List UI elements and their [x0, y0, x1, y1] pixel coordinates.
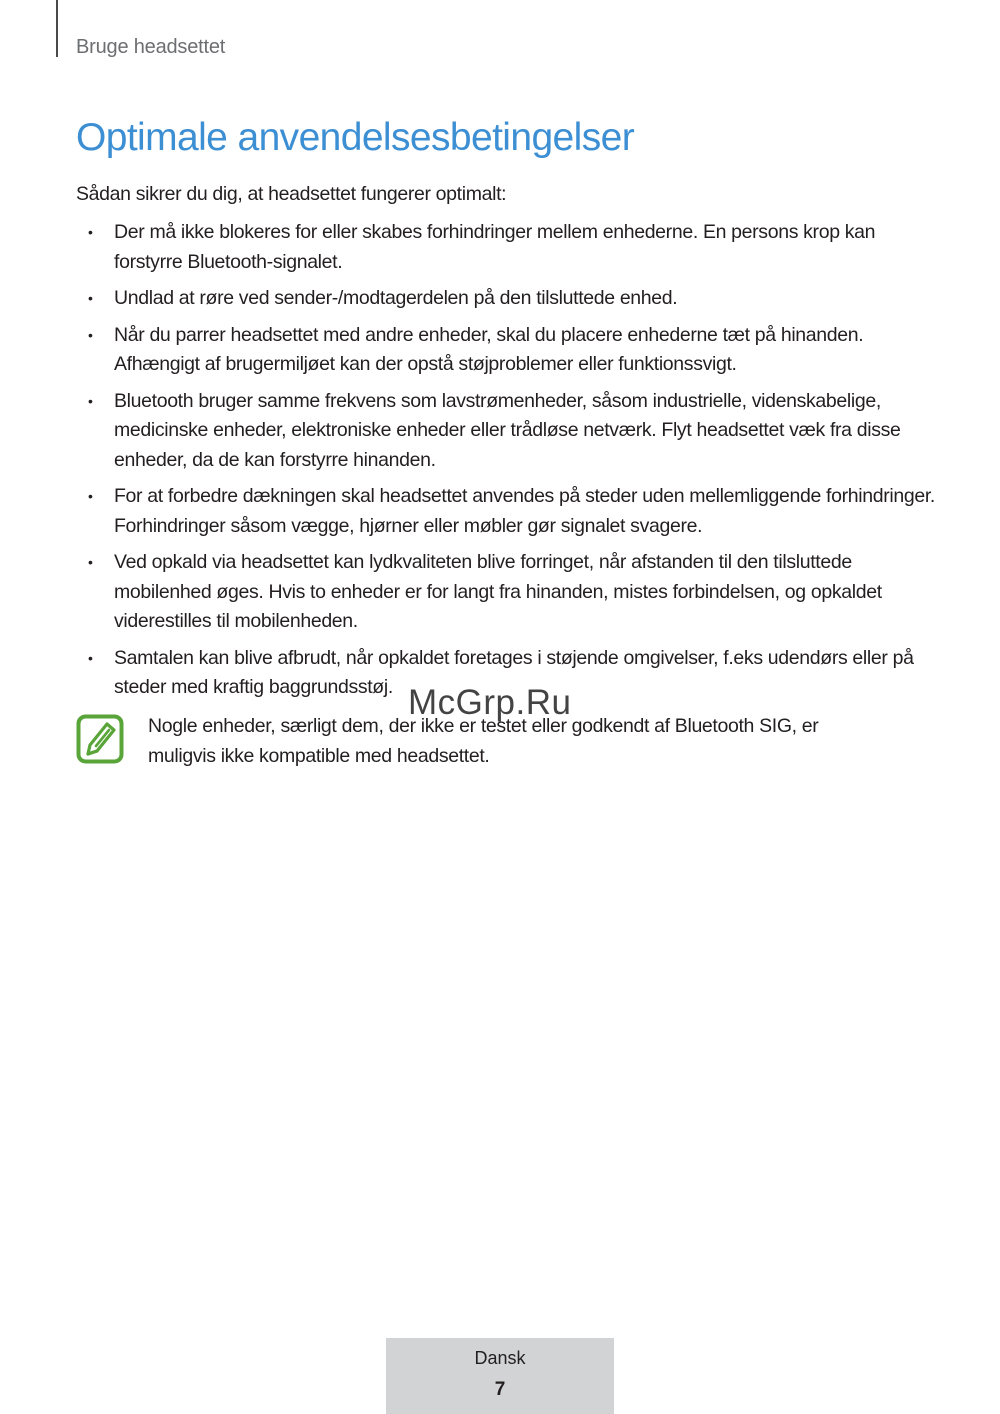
note-pencil-icon	[76, 714, 124, 764]
bullet-icon: •	[88, 649, 93, 666]
footer-language: Dansk	[474, 1348, 526, 1368]
list-item-text: Når du parrer headsettet med andre enheder, skal du placere enhederne tæt på hinanden. Afhængigt af brugermiljøet kan der opstå støjproblemer eller funktionssvigt.	[114, 323, 864, 375]
list-item-text: Undlad at røre ved sender-/modtagerdelen på den tilsluttede enhed.	[114, 287, 678, 309]
bullet-icon: •	[88, 392, 93, 409]
conditions-list	[76, 218, 936, 710]
intro-paragraph: Sådan sikrer du dig, at headsettet fungerer optimalt:	[76, 183, 507, 205]
list-item	[76, 482, 936, 541]
list-item	[76, 387, 936, 476]
page-title: Optimale anvendelsesbetingelser	[76, 116, 635, 159]
bullet-icon: •	[88, 290, 93, 306]
bullet-icon: •	[88, 326, 93, 343]
list-item	[76, 548, 936, 637]
list-item-text: Der må ikke blokeres for eller skabes forhindringer mellem enhederne. En persons krop kan forstyrre Bluetooth-signalet.	[114, 221, 876, 273]
header-margin-rule	[56, 0, 58, 57]
bullet-icon: •	[88, 224, 93, 240]
list-item-text: Samtalen kan blive afbrudt, når opkaldet foretages i støjende omgivelser, f.eks udendørs eller på steder med kraftig baggrundsstøj.	[114, 646, 914, 698]
list-item-text: Bluetooth bruger samme frekvens som lavstrømenheder, såsom industrielle, videnskabelige, medicinske enheder, elektroniske enheder eller trådløse netværk. Flyt headsettet væk fra disse enheder, da de kan forstyrre hinanden.	[114, 389, 901, 471]
list-item	[76, 284, 936, 314]
note-text: Nogle enheder, særligt dem, der ikke er testet eller godkendt af Bluetooth SIG, er muligvis ikke kompatible med headsettet.	[148, 715, 819, 767]
list-item-text: Ved opkald via headsettet kan lydkvaliteten blive forringet, når afstanden til den tilsluttede mobilenhed øges. Hvis to enheder er for langt fra hinanden, mistes forbindelsen, og opkaldet viderestilles til mobilenheden.	[114, 551, 882, 632]
list-item-text: For at forbedre dækningen skal headsettet anvendes på steder uden mellemliggende forhindringer. Forhindringer såsom vægge, hjørner eller møbler gør signalet svagere.	[114, 485, 935, 537]
bullet-icon: •	[88, 554, 93, 570]
list-item	[76, 321, 936, 380]
watermark: McGrp.Ru	[408, 683, 572, 722]
section-header: Bruge headsettet	[76, 36, 226, 58]
bullet-icon: •	[88, 488, 93, 504]
footer-tab	[386, 1338, 614, 1414]
list-item	[76, 218, 936, 277]
page-number: 7	[494, 1379, 506, 1400]
